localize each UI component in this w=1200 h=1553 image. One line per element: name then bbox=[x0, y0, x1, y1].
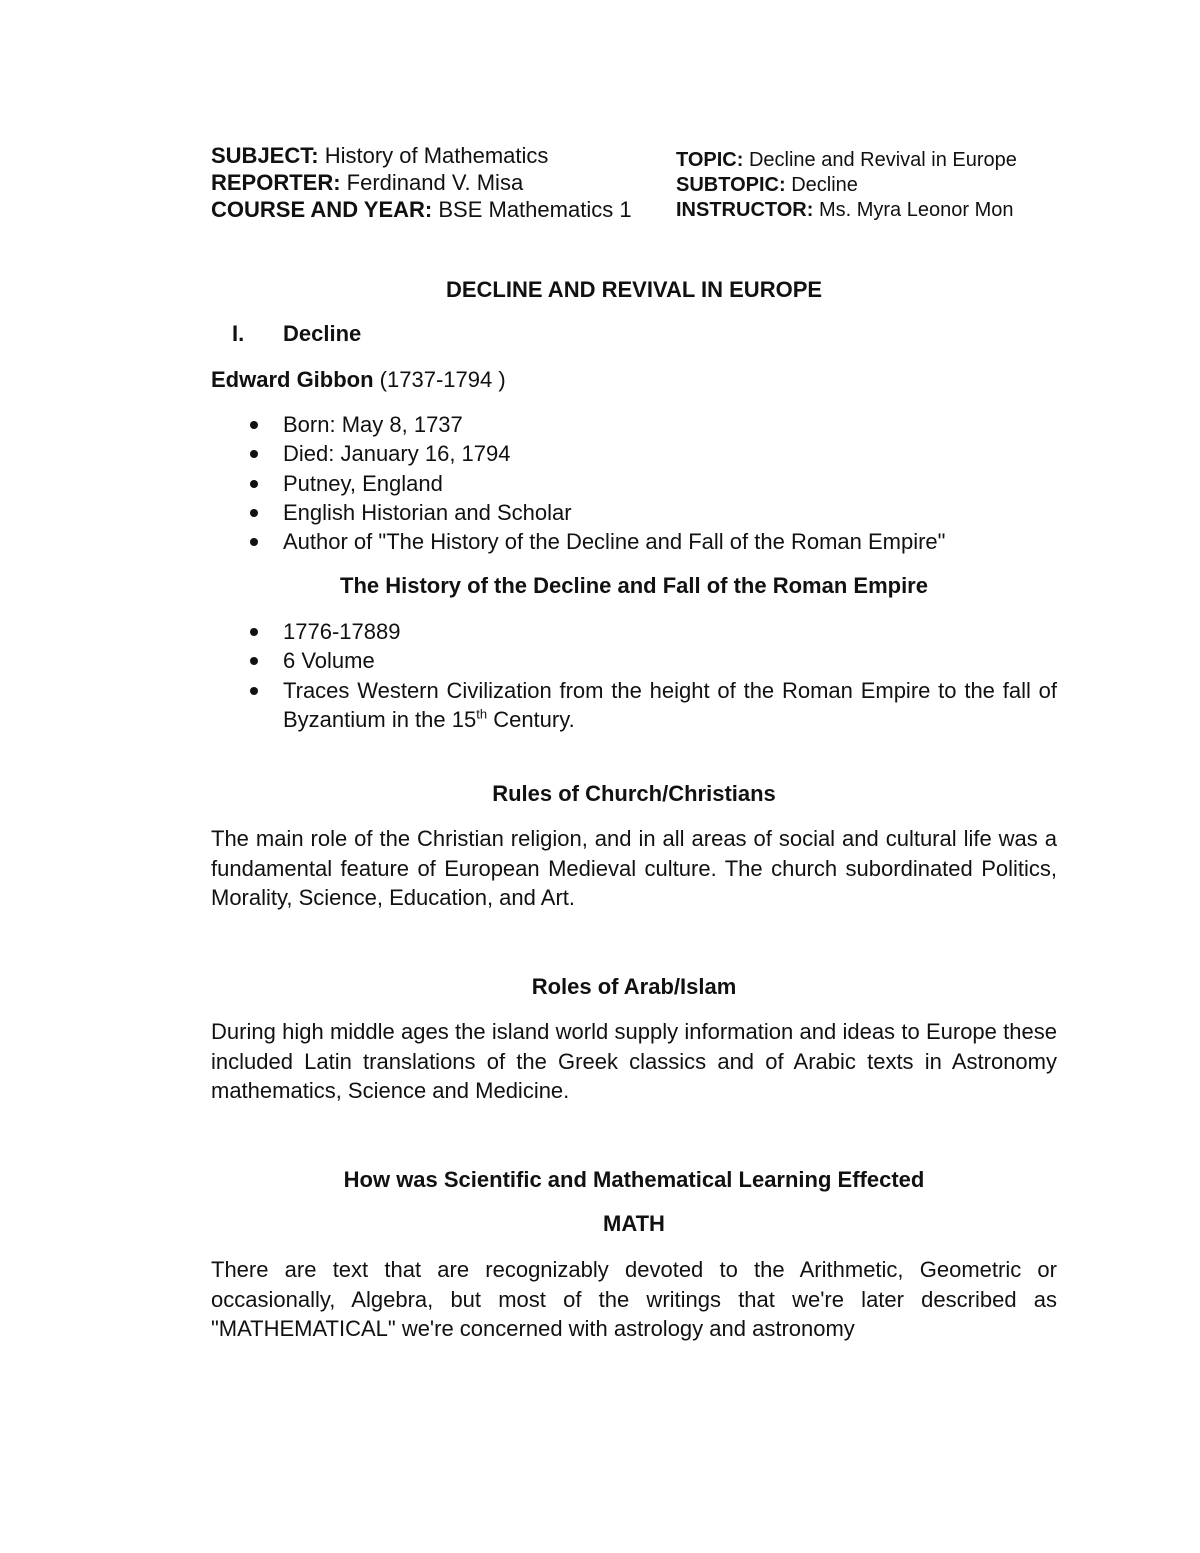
subject-line: SUBJECT: History of Mathematics bbox=[211, 143, 549, 168]
list-item: 1776-17889 bbox=[250, 617, 1057, 646]
math-subheading: MATH bbox=[603, 1211, 665, 1236]
header-left-block bbox=[211, 142, 632, 223]
list-item: Died: January 16, 1794 bbox=[250, 439, 1057, 468]
list-item: 6 Volume bbox=[250, 646, 1057, 675]
learning-heading: How was Scientific and Mathematical Learning Effected bbox=[343, 1167, 925, 1192]
list-item: Putney, England bbox=[250, 469, 1057, 498]
person-facts-list bbox=[250, 410, 1057, 556]
bullet-icon bbox=[250, 657, 258, 665]
list-item: English Historian and Scholar bbox=[250, 498, 1057, 527]
list-item: Born: May 8, 1737 bbox=[250, 410, 1057, 439]
book-title: The History of the Decline and Fall of the Roman Empire bbox=[340, 573, 928, 598]
course-year-line: COURSE AND YEAR: BSE Mathematics 1 bbox=[211, 197, 632, 222]
person-name: Edward Gibbon bbox=[211, 367, 374, 392]
bullet-icon bbox=[250, 450, 258, 458]
header-right-block bbox=[676, 148, 1017, 223]
instructor-line: INSTRUCTOR: Ms. Myra Leonor Mon bbox=[676, 199, 1014, 221]
reporter-line: REPORTER: Ferdinand V. Misa bbox=[211, 170, 524, 195]
topic-line: TOPIC: Decline and Revival in Europe bbox=[676, 149, 1017, 171]
church-paragraph: The main role of the Christian religion, and in all areas of social and cultural life was a fundamental feature of European Medieval culture. The church subordinated Politics, Morality, Science, Education, and Art. bbox=[211, 826, 1057, 910]
list-item: Traces Western Civilization from the height of the Roman Empire to the fall of Byzantium in the 15th Century. bbox=[250, 676, 1057, 735]
main-title: DECLINE AND REVIVAL IN EUROPE bbox=[445, 277, 823, 302]
subtopic-line: SUBTOPIC: Decline bbox=[676, 174, 858, 196]
bullet-icon bbox=[250, 421, 258, 429]
bullet-icon bbox=[250, 480, 258, 488]
section-title: Decline bbox=[283, 321, 362, 346]
arab-paragraph: During high middle ages the island world supply information and ideas to Europe these included Latin translations of the Greek classics and of Arabic texts in Astronomy mathematics, Science and Medicine. bbox=[211, 1019, 1057, 1103]
bullet-icon bbox=[250, 628, 258, 636]
math-paragraph: There are text that are recognizably devoted to the Arithmetic, Geometric or occasionally, Algebra, but most of the writings that we're later described as "MATHEMATICAL" we're concerned with astrology and astronomy bbox=[211, 1257, 1057, 1341]
bullet-icon bbox=[250, 538, 258, 546]
person-years: (1737-1794 ) bbox=[373, 367, 506, 392]
bullet-icon bbox=[250, 687, 258, 695]
arab-heading: Roles of Arab/Islam bbox=[531, 974, 737, 999]
bullet-icon bbox=[250, 509, 258, 517]
person-heading bbox=[211, 366, 506, 394]
list-item: Author of "The History of the Decline and Fall of the Roman Empire" bbox=[250, 527, 1057, 556]
book-facts-list bbox=[250, 617, 1057, 734]
section-number: I. bbox=[232, 321, 245, 346]
church-heading: Rules of Church/Christians bbox=[492, 781, 776, 806]
